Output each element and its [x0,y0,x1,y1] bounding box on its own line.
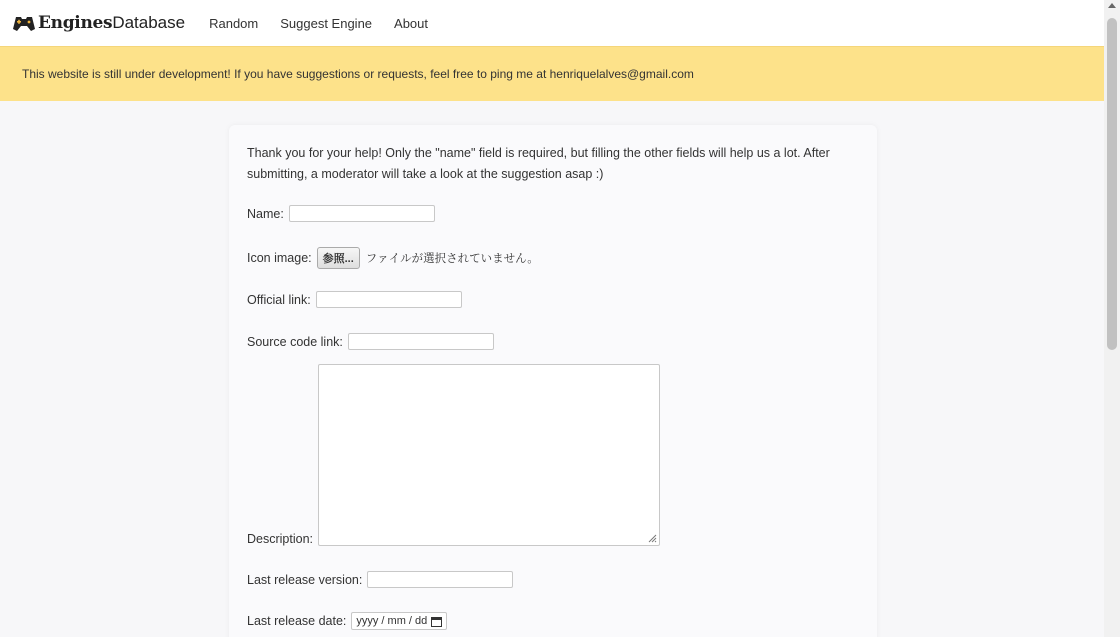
name-label: Name: [247,206,284,221]
brand-name-light: Database [112,13,186,32]
nav-suggest-engine[interactable]: Suggest Engine [280,15,373,31]
suggest-form-card [229,125,877,637]
name-input[interactable] [289,205,435,222]
navbar [0,0,1104,46]
banner-text: This website is still under development! If you have suggestions or requests, feel free to ping me at henriquelalves@gmail.com [22,67,694,81]
description-textarea[interactable] [318,364,660,546]
description-label: Description: [247,532,313,546]
last-release-date-label: Last release date: [247,614,347,628]
scrollbar-thumb[interactable] [1107,18,1117,350]
resize-handle-icon[interactable] [648,534,657,543]
source-code-label: Source code link: [247,334,343,349]
icon-row [247,247,859,269]
brand-link[interactable] [12,13,185,33]
last-release-version-input[interactable] [367,571,513,588]
scroll-up-arrow-icon[interactable] [1108,3,1116,8]
official-link-row [247,291,859,308]
last-release-version-label: Last release version: [247,572,363,587]
official-link-input[interactable] [316,291,462,308]
last-release-date-row [247,612,859,630]
file-browse-button[interactable]: 参照... [317,247,360,269]
source-code-input[interactable] [348,333,494,350]
last-release-version-row [247,571,859,588]
form-intro: Thank you for your help! Only the "name" field is required, but filling the other fields will help us a lot. After submitting, a moderator will take a look at the suggestion asap :) [247,146,830,181]
name-row [247,205,859,222]
source-code-row [247,333,859,350]
official-link-label: Official link: [247,292,311,307]
calendar-icon[interactable] [431,616,442,627]
brand-name-bold: Engines [38,13,113,33]
nav-about[interactable]: About [394,15,429,31]
nav-random[interactable]: Random [209,15,259,31]
gamepad-icon [12,14,36,32]
last-release-date-input[interactable] [351,612,447,630]
file-status: ファイルが選択されていません。 [365,253,539,265]
development-banner [0,46,1104,101]
vertical-scrollbar[interactable] [1104,0,1120,637]
date-placeholder: yyyy / mm / dd [356,615,428,627]
icon-label: Icon image: [247,251,312,265]
description-row [247,364,859,546]
